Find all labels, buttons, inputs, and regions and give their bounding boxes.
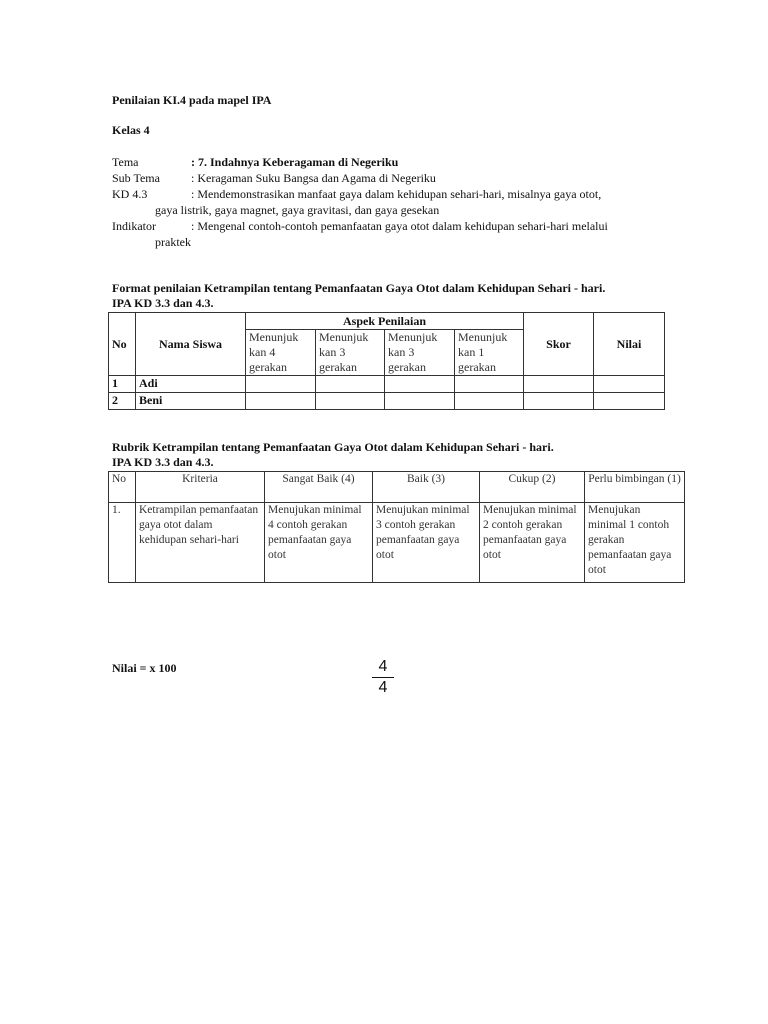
- rubric-table: [108, 471, 685, 583]
- fraction-bar: [372, 677, 394, 678]
- cell: [316, 376, 385, 393]
- header-no: No: [109, 313, 136, 376]
- kd-label: KD 4.3: [112, 187, 148, 201]
- rubrik-subheading: IPA KD 3.3 dan 4.3.: [112, 455, 214, 469]
- indikator-value: : Mengenal contoh-contoh pemanfaatan gaya otot dalam kehidupan sehari-hari melalui: [191, 219, 608, 233]
- rubric-header-perlu-bimbingan: Perlu bimbingan (1): [585, 472, 685, 503]
- subtema-value: : Keragaman Suku Bangsa dan Agama di Negeriku: [191, 171, 436, 185]
- cell: [594, 376, 665, 393]
- kd-value: : Mendemonstrasikan manfaat gaya dalam kehidupan sehari-hari, misalnya gaya otot,: [191, 187, 602, 201]
- cell: [246, 376, 316, 393]
- row-no: 1: [109, 376, 136, 393]
- rubric-baik: Menujukan minimal 3 contoh gerakan pemanfaatan gaya otot: [373, 503, 480, 583]
- indikator-continuation: praktek: [155, 235, 191, 249]
- rubric-cukup: Menujukan minimal 2 contoh gerakan pemanfaatan gaya otot: [480, 503, 585, 583]
- assessment-format-table: [108, 312, 665, 410]
- header-nama-siswa: Nama Siswa: [136, 313, 246, 376]
- tema-value: : 7. Indahnya Keberagaman di Negeriku: [191, 155, 399, 169]
- rubric-kriteria: Ketrampilan pemanfaatan gaya otot dalam kehidupan sehari-hari: [136, 503, 265, 583]
- header-aspek-2: Menunjuk kan 3 gerakan: [316, 330, 385, 376]
- cell: [524, 376, 594, 393]
- cell: [524, 393, 594, 410]
- header-aspek-penilaian: Aspek Penilaian: [246, 313, 524, 330]
- tema-label: Tema: [112, 155, 139, 169]
- cell: [455, 393, 524, 410]
- rubric-header-sangat-baik: Sangat Baik (4): [265, 472, 373, 503]
- rubrik-heading: Rubrik Ketrampilan tentang Pemanfaatan Gaya Otot dalam Kehidupan Sehari - hari.: [112, 440, 554, 454]
- nilai-formula: Nilai = x 100: [112, 661, 177, 675]
- subtema-label: Sub Tema: [112, 171, 160, 185]
- cell: [455, 376, 524, 393]
- rubric-header-no: No: [109, 472, 136, 503]
- cell: [385, 393, 455, 410]
- header-skor: Skor: [524, 313, 594, 376]
- table-row: [109, 376, 665, 393]
- kd-continuation: gaya listrik, gaya magnet, gaya gravitasi, dan gaya gesekan: [155, 203, 440, 217]
- table-row: [109, 393, 665, 410]
- rubric-header-kriteria: Kriteria: [136, 472, 265, 503]
- row-nama: Beni: [136, 393, 246, 410]
- rubric-perlu-bimbingan: Menujukan minimal 1 contoh gerakan pemanfaatan gaya otot: [585, 503, 685, 583]
- header-aspek-3: Menunjuk kan 3 gerakan: [385, 330, 455, 376]
- class-label: Kelas 4: [112, 123, 150, 137]
- rubric-row-no: 1.: [109, 503, 136, 583]
- header-aspek-4: Menunjuk kan 1 gerakan: [455, 330, 524, 376]
- cell: [316, 393, 385, 410]
- rubric-header-cukup: Cukup (2): [480, 472, 585, 503]
- rubric-header-baik: Baik (3): [373, 472, 480, 503]
- fraction-numerator: 4: [378, 658, 388, 675]
- cell: [246, 393, 316, 410]
- rubric-sangat-baik: Menujukan minimal 4 contoh gerakan pemanfaatan gaya otot: [265, 503, 373, 583]
- table-row: [109, 503, 685, 583]
- document-title: Penilaian KI.4 pada mapel IPA: [112, 93, 272, 107]
- row-nama: Adi: [136, 376, 246, 393]
- cell: [385, 376, 455, 393]
- fraction-denominator: 4: [378, 679, 388, 696]
- cell: [594, 393, 665, 410]
- format-heading: Format penilaian Ketrampilan tentang Pemanfaatan Gaya Otot dalam Kehidupan Sehari - hari.: [112, 281, 606, 295]
- header-aspek-1: Menunjuk kan 4 gerakan: [246, 330, 316, 376]
- indikator-label: Indikator: [112, 219, 156, 233]
- row-no: 2: [109, 393, 136, 410]
- nilai-fraction: [372, 658, 394, 697]
- format-subheading: IPA KD 3.3 dan 4.3.: [112, 296, 214, 310]
- header-nilai: Nilai: [594, 313, 665, 376]
